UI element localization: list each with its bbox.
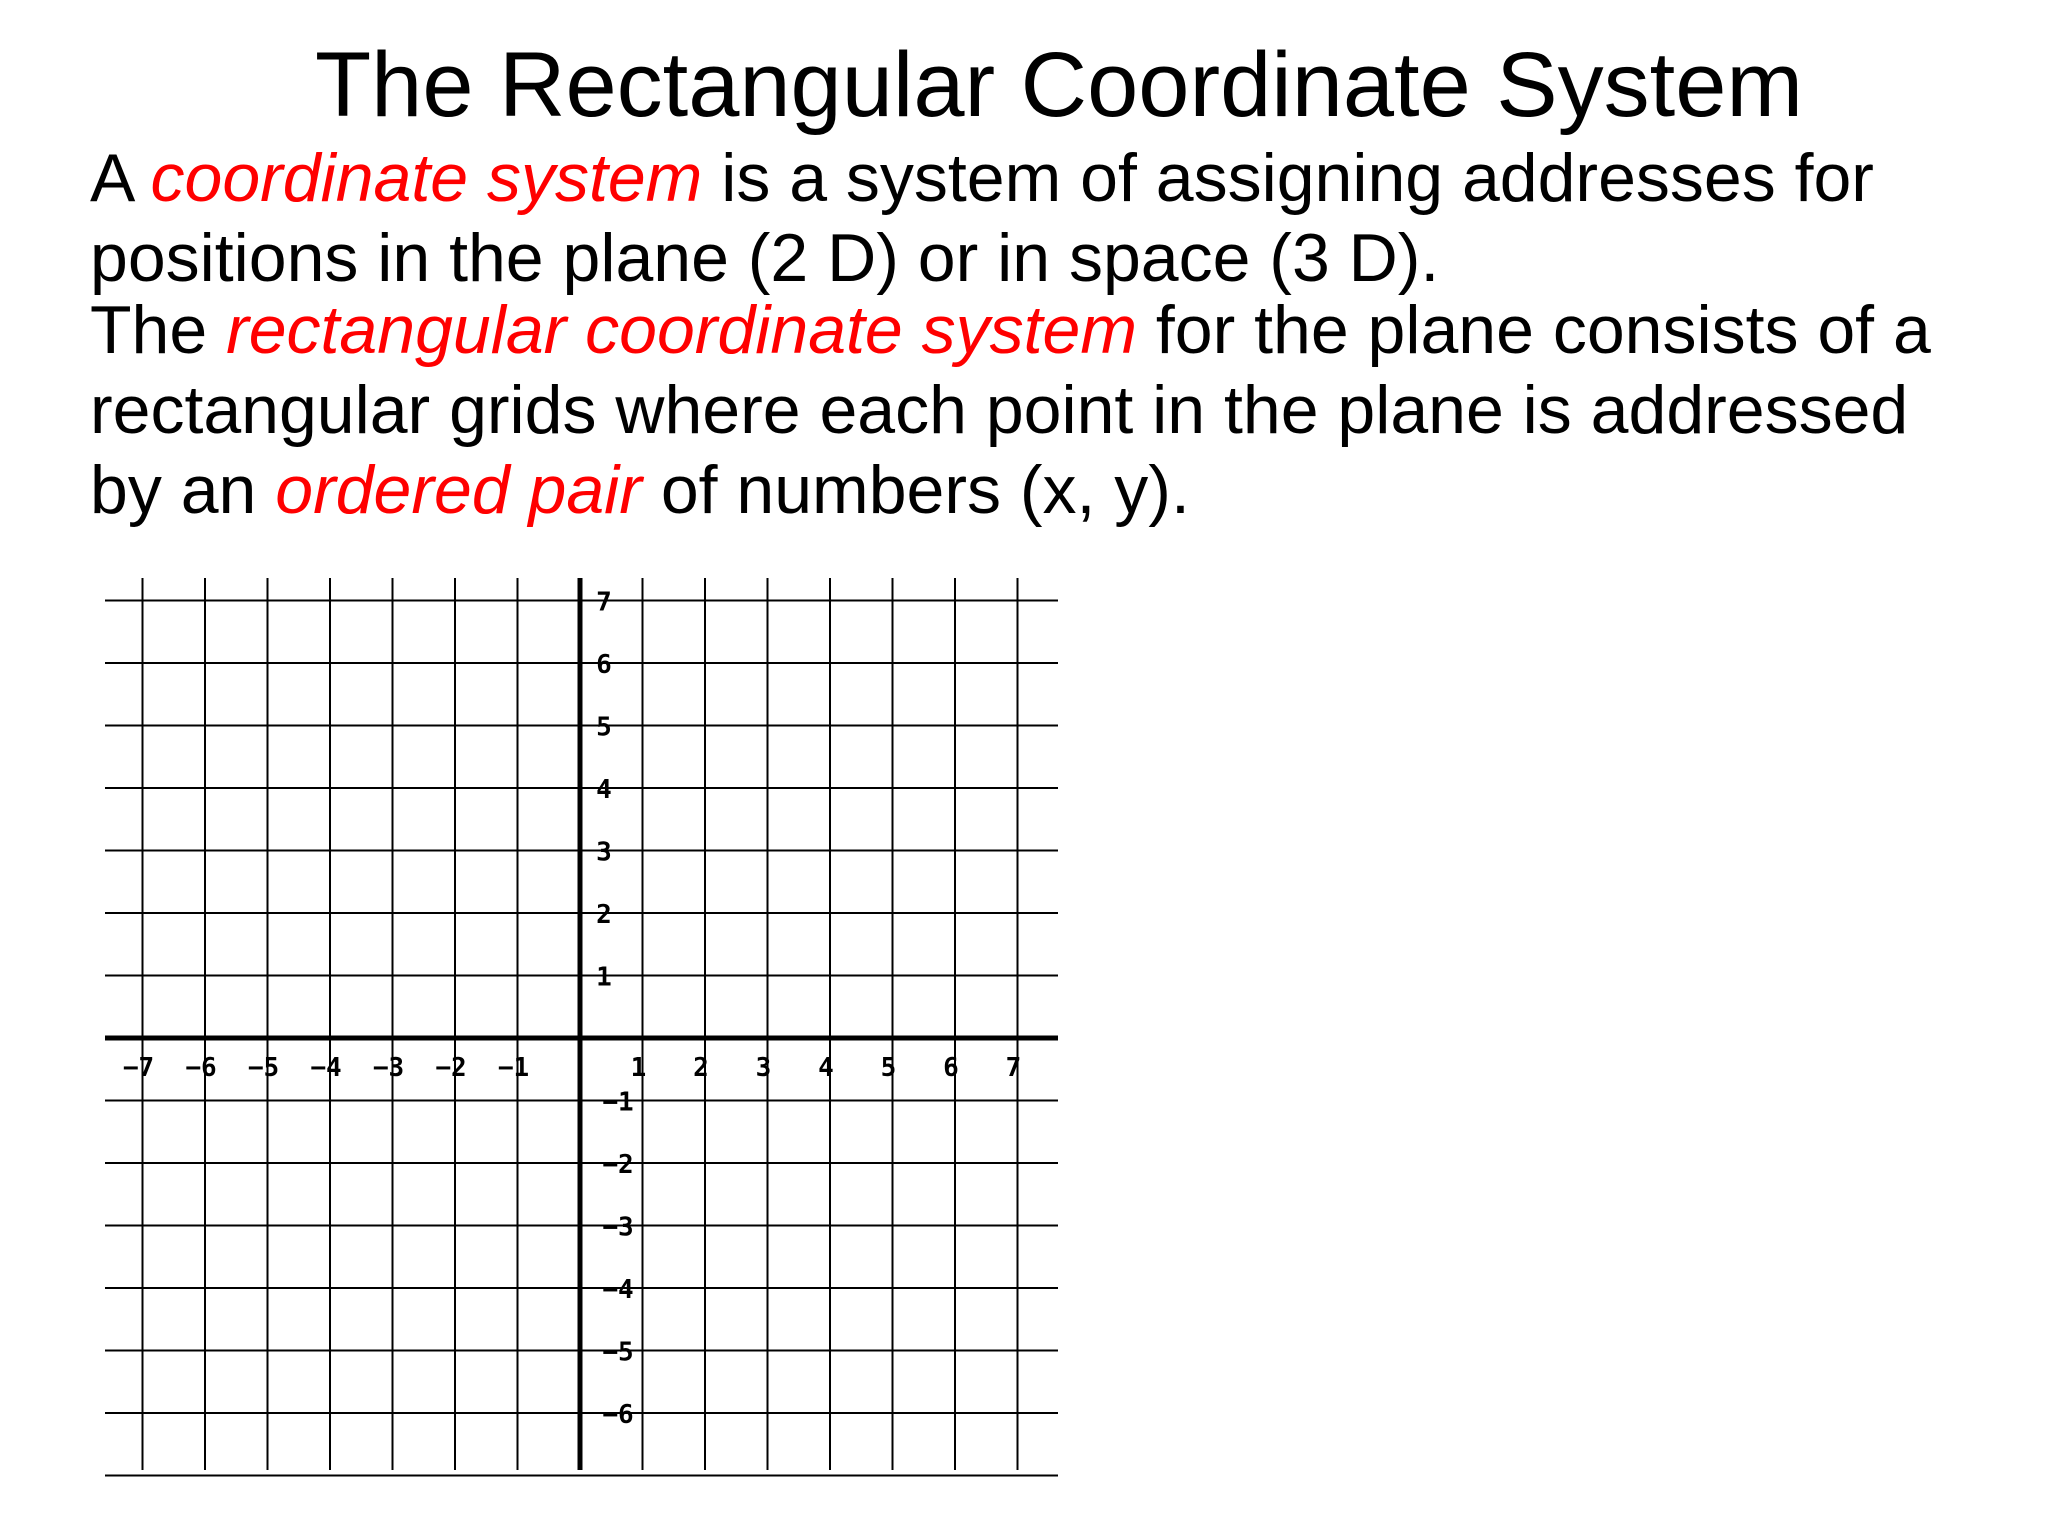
paragraph2-line3-post: of numbers (x, y). <box>641 452 1190 528</box>
x-tick-label: 2 <box>693 1053 709 1083</box>
y-tick-label: −6 <box>602 1400 634 1430</box>
x-tick-label: −6 <box>185 1053 217 1083</box>
x-tick-label: 5 <box>880 1053 897 1083</box>
slide-title: The Rectangular Coordinate System <box>314 34 1804 136</box>
paragraph2-line2: rectangular grids where each point in the plane is addressed <box>90 372 1909 448</box>
y-tick-label: 3 <box>596 837 612 868</box>
paragraph1-line2: positions in the plane (2 D) or in space (3 D). <box>90 220 1440 296</box>
paragraph1-line1-post: is a system of assigning addresses for <box>702 140 1874 216</box>
x-tick-label: −7 <box>122 1053 155 1083</box>
y-tick-label: 2 <box>596 900 612 930</box>
x-tick-label: −4 <box>310 1053 342 1083</box>
y-tick-label: 5 <box>596 712 612 743</box>
x-tick-label: −5 <box>247 1053 280 1083</box>
x-tick-label: 6 <box>943 1053 959 1083</box>
x-tick-label: −1 <box>497 1053 530 1083</box>
term-coordinate-system: coordinate system <box>150 140 703 216</box>
paragraph2-line1-pre: The <box>90 292 227 368</box>
x-tick-label: 7 <box>1005 1053 1022 1083</box>
y-tick-label: −2 <box>602 1150 634 1180</box>
paragraph2-line3-pre: by an <box>90 452 276 528</box>
x-tick-label: 3 <box>755 1053 772 1083</box>
paragraph1-line1-pre: A <box>90 140 151 216</box>
y-tick-label: 4 <box>596 775 612 805</box>
x-tick-label: −3 <box>372 1053 405 1083</box>
term-ordered-pair: ordered pair <box>275 452 642 528</box>
x-tick-label: 1 <box>630 1053 647 1083</box>
paragraph2-line1-post: for the plane consists of a <box>1136 292 1931 368</box>
y-tick-label: −1 <box>602 1087 634 1118</box>
y-tick-label: −4 <box>602 1275 634 1305</box>
y-tick-label: 1 <box>596 962 612 993</box>
y-tick-label: −3 <box>602 1212 634 1243</box>
x-tick-label: −2 <box>435 1053 467 1083</box>
y-tick-label: 7 <box>596 587 612 618</box>
x-tick-label: 4 <box>818 1053 834 1083</box>
term-rectangular-coordinate-system: rectangular coordinate system <box>226 292 1137 368</box>
y-tick-label: 6 <box>596 650 612 680</box>
y-tick-label: −5 <box>602 1337 634 1368</box>
